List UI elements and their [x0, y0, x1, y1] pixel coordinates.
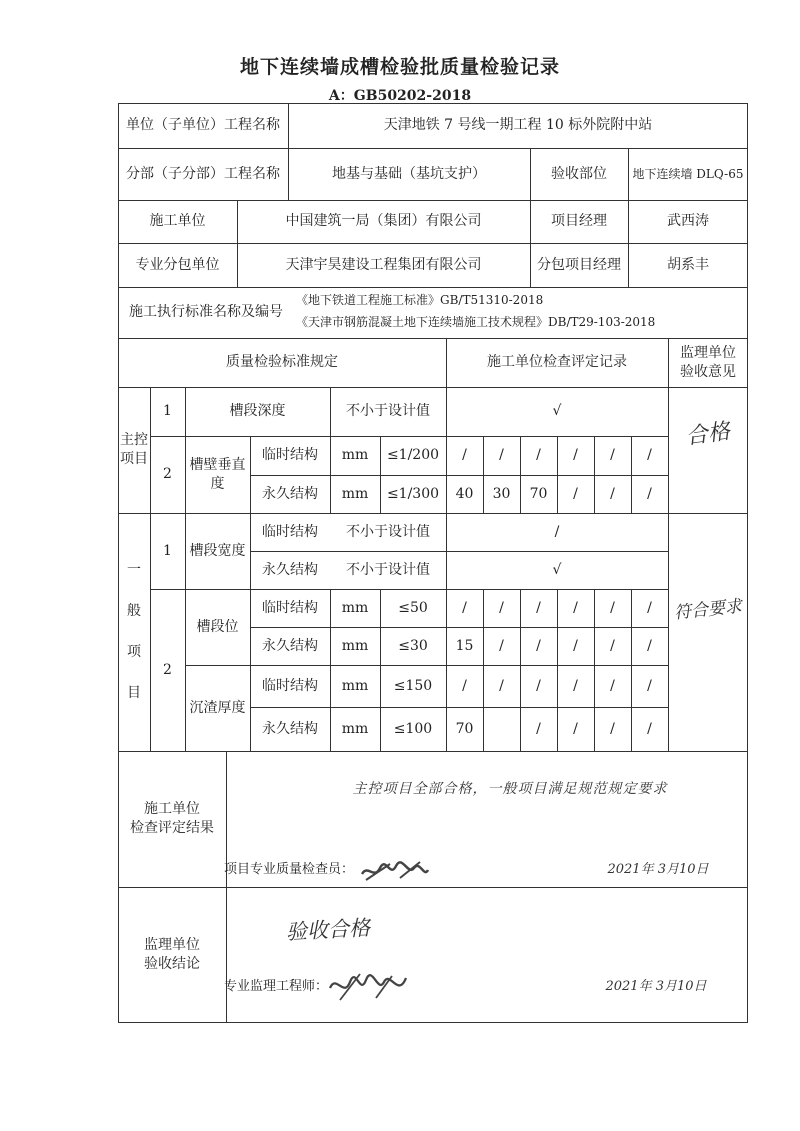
main-item-1-name: 槽段深度: [229, 403, 286, 420]
value-cell: /: [647, 720, 652, 737]
value-cell: 15: [455, 637, 474, 654]
value-cell: /: [573, 720, 578, 737]
general-items-label: [118, 513, 150, 751]
value-cell: /: [573, 599, 578, 616]
s1-type: 临时结构: [262, 677, 318, 694]
value-cell: /: [647, 599, 652, 616]
value-cell: /: [647, 637, 652, 654]
value-cell: /: [573, 447, 578, 464]
standard-code: A：GB50202-2018: [328, 88, 472, 104]
s2-limit: ≤100: [393, 720, 433, 737]
main-item-1-req: 不小于设计值: [346, 403, 430, 420]
value-cell: /: [647, 677, 652, 694]
value-cell: 70: [529, 485, 548, 502]
r1-limit: ≤1/200: [386, 447, 440, 464]
value-cell: 40: [455, 485, 474, 502]
value-cell: /: [610, 637, 615, 654]
division-value: 地基与基础（基坑支护）: [332, 165, 486, 182]
accept-part-value: 地下连续墙 DLQ-65: [632, 166, 744, 181]
sediment-thickness-name: 沉渣厚度: [189, 699, 246, 716]
supervisor-header-line-2: 验收意见: [680, 363, 736, 380]
construction-result-handwritten: 主控项目全部合格，一般项目满足规范规定要求: [352, 780, 668, 797]
unit-value: 天津地铁 7 号线一期工程 10 标外院附中站: [383, 117, 653, 134]
subcontractor-label: 专业分包单位: [135, 256, 220, 273]
value-cell: /: [462, 447, 467, 464]
construction-result-label: [118, 751, 226, 887]
s1-unit: mm: [341, 677, 369, 694]
engineer-label: 专业监理工程师：: [224, 979, 329, 995]
value-cell: /: [462, 599, 467, 616]
value-cell: /: [610, 720, 615, 737]
value-cell: /: [536, 637, 541, 654]
value-cell: /: [647, 447, 652, 464]
w2-req: 不小于设计值: [346, 561, 430, 578]
unit-label: 单位（子单位）工程名称: [126, 117, 280, 134]
r2-limit: ≤1/300: [386, 485, 440, 502]
main-item-1-no: 1: [163, 403, 172, 420]
general-item-2-no: 2: [163, 661, 172, 678]
record-header: 施工单位检查评定记录: [487, 354, 627, 371]
general-item-1-name: 槽段宽度: [189, 542, 246, 559]
s2-unit: mm: [341, 720, 369, 737]
division-label: 分部（子分部）工程名称: [126, 165, 280, 182]
main-item-2-name-line-1: 槽壁垂直: [189, 456, 246, 473]
p1-limit: ≤50: [398, 599, 428, 616]
w2-result: √: [552, 561, 562, 578]
general-label-char: 一: [127, 562, 141, 579]
r2-unit: mm: [341, 485, 369, 502]
supervision-label-line-1: 监理单位: [144, 937, 200, 954]
r1-type: 临时结构: [262, 447, 318, 464]
w2-type: 永久结构: [262, 561, 318, 578]
main-opinion-handwritten: 合格: [684, 419, 732, 451]
value-cell: /: [573, 637, 578, 654]
main-item-2-name: [185, 436, 250, 513]
sub-pm-label: 分包项目经理: [537, 256, 621, 273]
general-opinion-handwritten: 符合要求: [673, 596, 743, 624]
value-cell: /: [536, 720, 541, 737]
general-item-1-no: 1: [163, 542, 172, 559]
page-title: 地下连续墙成槽检验批质量检验记录: [239, 56, 560, 78]
standard-label: 施工执行标准名称及编号: [129, 304, 283, 321]
slot-position-name: 槽段位: [196, 618, 239, 635]
r2-type: 永久结构: [262, 485, 318, 502]
grid-line: [668, 338, 669, 751]
w1-req: 不小于设计值: [346, 523, 430, 540]
value-cell: /: [610, 447, 615, 464]
r1-unit: mm: [341, 447, 369, 464]
value-cell: /: [647, 485, 652, 502]
standard-line-1: 《地下铁道工程施工标准》GB/T51310-2018: [296, 292, 544, 307]
pm-label: 项目经理: [551, 213, 607, 230]
main-label-line-2: 项目: [120, 451, 148, 467]
main-label-line-1: 主控: [120, 432, 148, 449]
sub-pm-value: 胡系丰: [667, 256, 709, 273]
p1-unit: mm: [341, 599, 369, 616]
value-cell: 30: [492, 485, 511, 502]
p2-unit: mm: [341, 637, 369, 654]
construction-label-line-1: 施工单位: [144, 801, 200, 818]
value-cell: /: [536, 447, 541, 464]
w1-result: /: [554, 523, 560, 540]
value-cell: /: [573, 677, 578, 694]
value-cell: 70: [455, 720, 474, 737]
standard-line-2: 《天津市钢筋混凝土地下连续墙施工技术规程》DB/T29-103-2018: [296, 314, 656, 329]
constructor-label: 施工单位: [149, 213, 206, 230]
main-control-label: [118, 387, 150, 513]
p2-type: 永久结构: [262, 637, 318, 654]
main-item-2-no: 2: [163, 466, 172, 483]
construction-date: 2021年 3月10日: [607, 862, 709, 878]
pm-value: 武西涛: [667, 213, 709, 230]
supervisor-opinion-header: [668, 338, 748, 387]
value-cell: /: [536, 599, 541, 616]
main-item-1-result: √: [552, 403, 562, 420]
supervisor-header-line-1: 监理单位: [680, 344, 736, 361]
value-cell: /: [610, 677, 615, 694]
engineer-signature: [326, 968, 411, 1006]
constructor-value: 中国建筑一局（集团）有限公司: [285, 213, 482, 230]
supervision-result-handwritten: 验收合格: [285, 915, 371, 945]
inspector-signature: [360, 856, 430, 884]
general-label-char: 般: [127, 603, 141, 620]
value-cell: /: [610, 485, 615, 502]
w1-type: 临时结构: [262, 523, 318, 540]
value-cell: /: [499, 599, 504, 616]
value-cell: /: [499, 447, 504, 464]
s2-type: 永久结构: [262, 720, 318, 737]
value-cell: [483, 707, 520, 751]
general-label-char: 目: [127, 684, 141, 701]
supervision-result-label: [118, 887, 226, 1023]
supervision-label-line-2: 验收结论: [144, 956, 200, 972]
p1-type: 临时结构: [262, 599, 318, 616]
general-label-char: 项: [127, 644, 141, 660]
supervision-date: 2021年 3月10日: [605, 979, 707, 995]
inspector-label: 项目专业质量检查员：: [224, 862, 355, 878]
spec-header: 质量检验标准规定: [226, 354, 338, 371]
value-cell: /: [536, 677, 541, 694]
p2-limit: ≤30: [398, 637, 428, 654]
value-cell: /: [499, 637, 504, 654]
accept-part-label: 验收部位: [551, 165, 607, 182]
subcontractor-value: 天津宇昊建设工程集团有限公司: [285, 256, 482, 273]
value-cell: /: [610, 599, 615, 616]
value-cell: /: [499, 677, 504, 694]
s1-limit: ≤150: [393, 677, 433, 694]
value-cell: /: [462, 677, 467, 694]
main-item-2-name-line-2: 度: [210, 475, 225, 492]
value-cell: /: [573, 485, 578, 502]
construction-label-line-2: 检查评定结果: [130, 820, 214, 836]
